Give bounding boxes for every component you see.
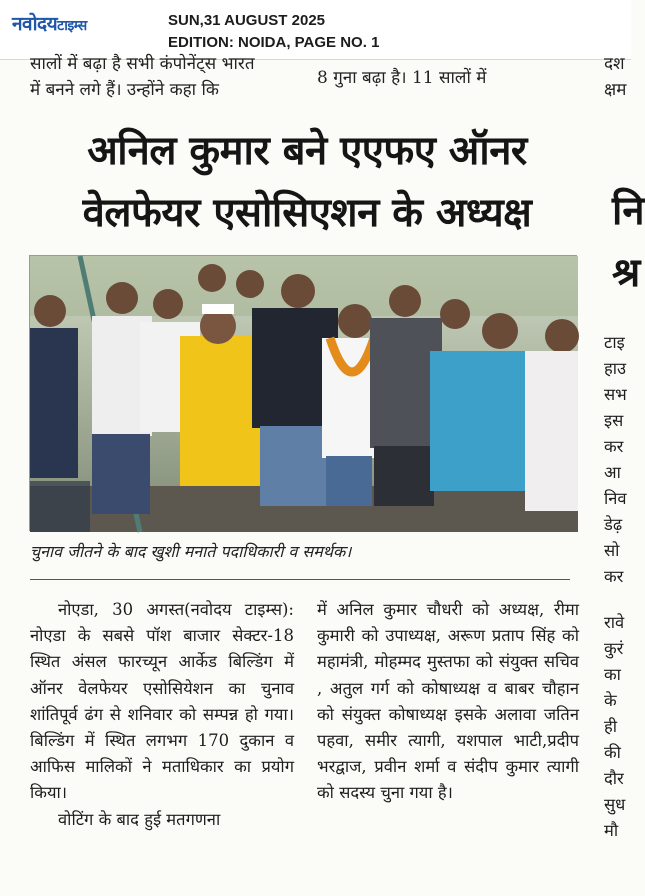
article-column-1 bbox=[30, 597, 294, 833]
side-line: की bbox=[604, 743, 621, 762]
headline-line-1: अनिल कुमार बने एएफए ऑनर bbox=[87, 128, 527, 174]
side-line: कर bbox=[604, 567, 624, 586]
side-line: हाउ bbox=[604, 359, 627, 378]
article-paragraph-3: में अनिल कुमार चौधरी को अध्यक्ष, रीमा कुमारी को उपाध्यक्ष, अरूण प्रताप सिंह को महामंत्री, मोहम्मद मुस्तफा को संयुक्त सचिव , अतुल गर्ग को कोषाध्यक्ष व बाबर चौहान को संयुक्त कोषाध्यक्ष इसके अलावा जतिन पहवा, समीर त्यागी, यशपाल भाटी,प्रदीप भरद्वाज, प्रवीन शर्मा व संदीप कुमार त्यागी को सदस्य चुना गया है। bbox=[317, 600, 579, 803]
side-line: का bbox=[604, 665, 621, 684]
caption-divider bbox=[30, 579, 570, 580]
article-column-2 bbox=[317, 597, 579, 807]
article-paragraph-2: वोटिंग के बाद हुई मतगणना bbox=[58, 809, 221, 829]
side-line: निव bbox=[604, 489, 627, 508]
side-line: दौर bbox=[604, 769, 624, 788]
prev-article-mid-line: 8 गुना बढ़ा है। 11 सालों में bbox=[317, 68, 487, 88]
prev-article-right-line-1: दश bbox=[604, 54, 625, 74]
side-line: कुरं bbox=[604, 639, 624, 658]
newspaper-logo[interactable] bbox=[12, 10, 152, 36]
side-line: ही bbox=[604, 717, 618, 736]
side-line: टाइ bbox=[604, 333, 625, 352]
article-photo bbox=[29, 255, 577, 531]
side-line: सभ bbox=[604, 385, 627, 404]
side-article-column bbox=[604, 330, 631, 844]
prev-article-line-2: में बनने लगे हैं। उन्होंने कहा कि bbox=[30, 80, 219, 100]
logo-subtext: टाइम्स bbox=[57, 18, 87, 34]
side-line: इस bbox=[604, 411, 624, 430]
logo-text: नवोदय bbox=[12, 13, 58, 35]
side-headline-fragment-2: श्र bbox=[612, 250, 641, 296]
edition-page: EDITION: NOIDA, PAGE NO. 1 bbox=[168, 34, 380, 51]
side-line: के bbox=[604, 691, 617, 710]
prev-article-right-line-2: क्षम bbox=[604, 80, 627, 100]
headline-line-2: वेलफेयर एसोसिएशन के अध्यक्ष bbox=[82, 190, 532, 236]
side-line: रावे bbox=[604, 613, 625, 632]
side-line: आ bbox=[604, 463, 621, 482]
side-line: मौ bbox=[604, 821, 619, 840]
photo-caption: चुनाव जीतने के बाद खुशी मनाते पदाधिकारी व समर्थक। bbox=[30, 542, 352, 561]
group-photo-illustration bbox=[30, 256, 578, 532]
edition-date: SUN,31 AUGUST 2025 bbox=[168, 12, 326, 29]
article-headline bbox=[22, 120, 592, 244]
side-line: डेढ़ bbox=[604, 515, 623, 534]
article-paragraph-1: नोएडा, 30 अगस्त(नवोदय टाइम्स): नोएडा के सबसे पॉश बाजार सेक्टर-18 स्थित अंसल फारच्यून आर्केड बिल्डिंग में ऑनर वेलफेयर एसोसियेशन का चुनाव शांतिपूर्व ढंग से शनिवार को सम्पन्न हो गया। बिल्डिंग में स्थित लगभग 170 दुकान व आफिस मालिकों ने मताधिकार का प्रयोग किया। bbox=[30, 600, 294, 803]
edition-info bbox=[168, 10, 379, 54]
prev-article-line-1: सालों में बढ़ा है सभी कंपोनेंट्स भारत bbox=[30, 54, 255, 74]
side-headline-fragment-1: नि bbox=[612, 188, 645, 234]
side-line: सो bbox=[604, 541, 620, 560]
side-line: सुध bbox=[604, 795, 626, 814]
side-article-headline bbox=[612, 180, 645, 296]
masthead-bar bbox=[0, 0, 631, 60]
side-gap bbox=[604, 590, 631, 610]
side-line: कर bbox=[604, 437, 624, 456]
